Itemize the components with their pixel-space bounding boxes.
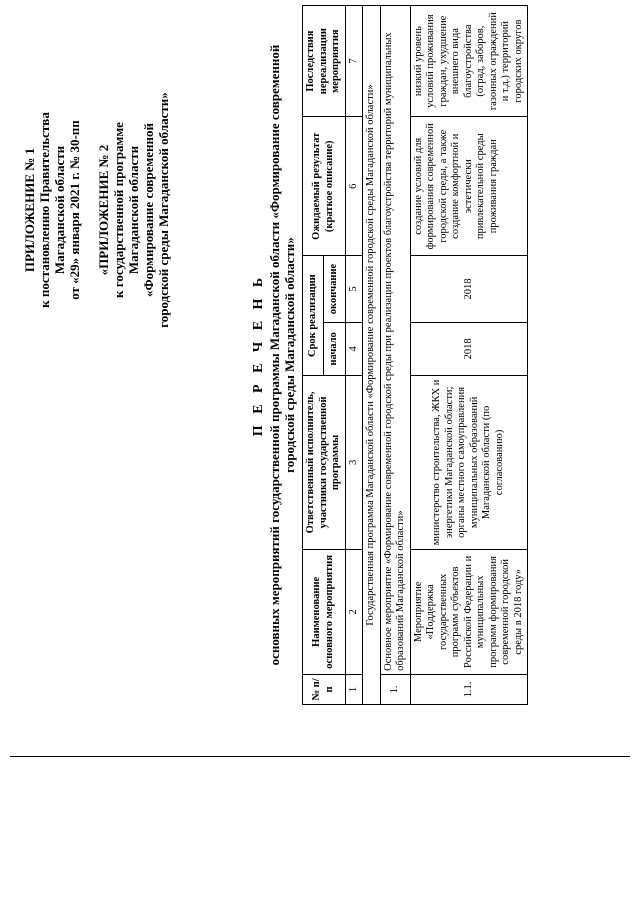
appendix-line: «Формирование современной [141,122,156,298]
column-number-row [345,6,363,705]
appendix-line: к государственной программе [111,122,126,298]
header-start: начало [324,322,345,375]
appendix-line: Магаданской области [52,145,67,275]
program-title-cell: Государственная программа Магаданской области «Формирование современной городской среды Магаданской области» [363,6,381,705]
main-event-num: 1. [380,674,410,704]
table-row [410,6,528,705]
events-table [302,5,528,705]
col-number: 1 [345,674,363,704]
row-executor: министерство строительства, ЖКХ и энергетики Магаданской области; органы местного самоуправления муниципальных образований Магаданской области (по согласованию) [410,376,528,550]
appendix-date: от «29» января 2021 г. № 30-пп [67,120,82,300]
document-title [251,5,297,705]
appendix-title: ПРИЛОЖЕНИЕ № 1 [22,147,37,273]
row-result: создание условий для формирования современной городской среды, а также создание комфортной и эстетически привлекательной среды проживания граждан [410,117,528,256]
row-name: Мероприятие «Поддержка государственных программ субъектов Российской Федерации и муниципальных программ формирования современной городской среды в 2018 году» [410,549,528,674]
row-num: 1.1. [410,674,528,704]
bottom-rule-divider [10,756,630,757]
header-consequences: Последствия нереализации мероприятия [303,6,346,117]
appendix-header [22,15,171,405]
appendix-title-2: «ПРИЛОЖЕНИЕ № 2 [96,144,111,276]
row-start: 2018 [410,322,528,375]
appendix-line: Магаданской области [126,145,141,275]
header-end: окончание [324,256,345,323]
header-name: Наименование основного мероприятия [303,549,346,674]
header-num: № п/п [303,674,346,704]
col-number: 2 [345,549,363,674]
col-number: 4 [345,322,363,375]
header-executor: Ответственный исполнитель, участники государственной программы [303,376,346,550]
row-end: 2018 [410,256,528,323]
header-result: Ожидаемый результат (краткое описание) [303,117,346,256]
title-subline: городской среды Магаданской области» [282,237,297,473]
title-subline: основных мероприятий государственной программы Магаданской области «Формирование современной [267,44,282,666]
appendix-line: к постановлению Правительства [37,112,52,308]
program-row [363,6,381,705]
main-event-text: Основное мероприятие «Формирование современной городской среды при реализации проектов благоустройства территорий муниципальных образований Магаданской области» [380,6,410,675]
rotated-document-page [16,5,611,705]
row-consequences: низкий уровень условий проживания граждан, ухудшение внешнего вида благоустройства (оград, заборов, газонных ограждений и т.д.) территорий городских округов [410,6,528,117]
col-number: 7 [345,6,363,117]
col-number: 6 [345,117,363,256]
header-period: Срок реализации [303,256,324,376]
header-row [303,6,324,705]
appendix-line: городской среды Магаданской области» [156,92,171,328]
main-event-row [380,6,410,705]
perechen-heading: П Е Р Е Ч Е Н Ь [251,273,266,437]
col-number: 5 [345,256,363,323]
col-number: 3 [345,376,363,550]
